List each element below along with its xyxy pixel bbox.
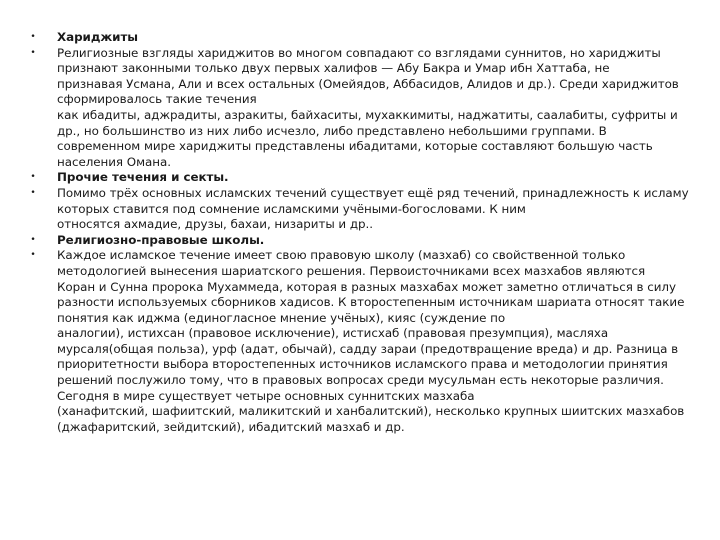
bullet-dot-icon: • (30, 234, 36, 245)
text-line: признавая Усмана, Али и всех остальных (Омейядов, Аббасидов, Алидов и др.). Среди хариджитов (57, 76, 679, 91)
text-line: населения Омана. (57, 154, 171, 169)
bullet-dot-icon: • (30, 250, 36, 261)
text-line: приоритетности выбора второстепенных источников исламского права и методологии принятия (57, 357, 668, 372)
bullet-dot-icon: • (30, 32, 36, 42)
bullet-item (26, 233, 696, 249)
bullet-dot-icon: • (30, 187, 36, 198)
text-line: Религиозные взгляды хариджитов во многом совпадают со взглядами суннитов, но хариджиты (57, 45, 661, 60)
text-line: Коран и Сунна пророка Мухаммеда, которая в разных мазхабах может заметно отличаться в силу (57, 279, 676, 294)
text-line: разности используемых сборников хадисов. К второстепенным источникам шариата относят такие (57, 295, 685, 310)
text-line: Сегодня в мире существует четыре основных суннитских мазхаба (57, 388, 475, 403)
bullet-item (26, 186, 696, 233)
text-line: признают законными только двух первых халифов — Абу Бакра и Умар ибн Хаттаба, не (57, 61, 610, 76)
text-line: решений послужило тому, что в правовых вопросах среди мусульман есть некоторые различия. (57, 373, 664, 388)
paragraph-text (57, 46, 696, 171)
text-line: относятся ахмадие, друзы, бахаи, низариты и др.. (57, 217, 373, 232)
bullet-item (26, 46, 696, 171)
bullet-dot-icon: • (30, 47, 36, 58)
bullet-item (26, 30, 696, 46)
bullet-item (26, 248, 696, 435)
text-line: Каждое исламское течение имеет свою правовую школу (мазхаб) со свойственной только (57, 248, 626, 263)
bullet-list (26, 30, 696, 435)
section-heading (57, 233, 696, 249)
text-line: понятия как иджма (единогласное мнение учёных), кияс (суждение по (57, 310, 506, 325)
bullet-item (26, 170, 696, 186)
text-line: (джафаритский, зейдитский), ибадитский мазхаб и др. (57, 419, 405, 434)
section-heading (57, 170, 696, 186)
paragraph-text (57, 248, 696, 435)
text-line: Прочие течения и секты. (57, 170, 229, 185)
text-line: как ибадиты, аджрадиты, азракиты, байхаситы, мухаккимиты, наджатиты, саалабиты, суфриты и (57, 107, 678, 122)
text-line: методологией вынесения шариатского решения. Первоисточниками всех мазхабов являются (57, 263, 646, 278)
section-heading (57, 30, 696, 46)
bullet-dot-icon: • (30, 172, 36, 183)
text-line: мурсаля(общая польза), урф (адат, обычай), садду зараи (предотвращение вреда) и др. Разница в (57, 341, 679, 356)
paragraph-text (57, 186, 696, 233)
text-line: которых ставится под сомнение исламскими учёными-богословами. К ним (57, 201, 526, 216)
text-line: Религиозно-правовые школы. (57, 232, 265, 247)
text-line: Хариджиты (57, 30, 138, 44)
text-line: Помимо трёх основных исламских течений существует ещё ряд течений, принадлежность к исламу (57, 185, 689, 200)
text-line: сформировалось такие течения (57, 92, 257, 107)
text-line: др., но большинство из них либо исчезло, либо представлено небольшими группами. В (57, 123, 607, 138)
text-line: аналогии), истихсан (правовое исключение), истисхаб (правовая презумпция), масляха (57, 326, 609, 341)
text-line: современном мире хариджиты представлены ибадитами, которые составляют большую часть (57, 139, 653, 154)
text-line: (ханафитский, шафиитский, маликитский и ханбалитский), несколько крупных шиитских мазхабов (57, 404, 685, 419)
